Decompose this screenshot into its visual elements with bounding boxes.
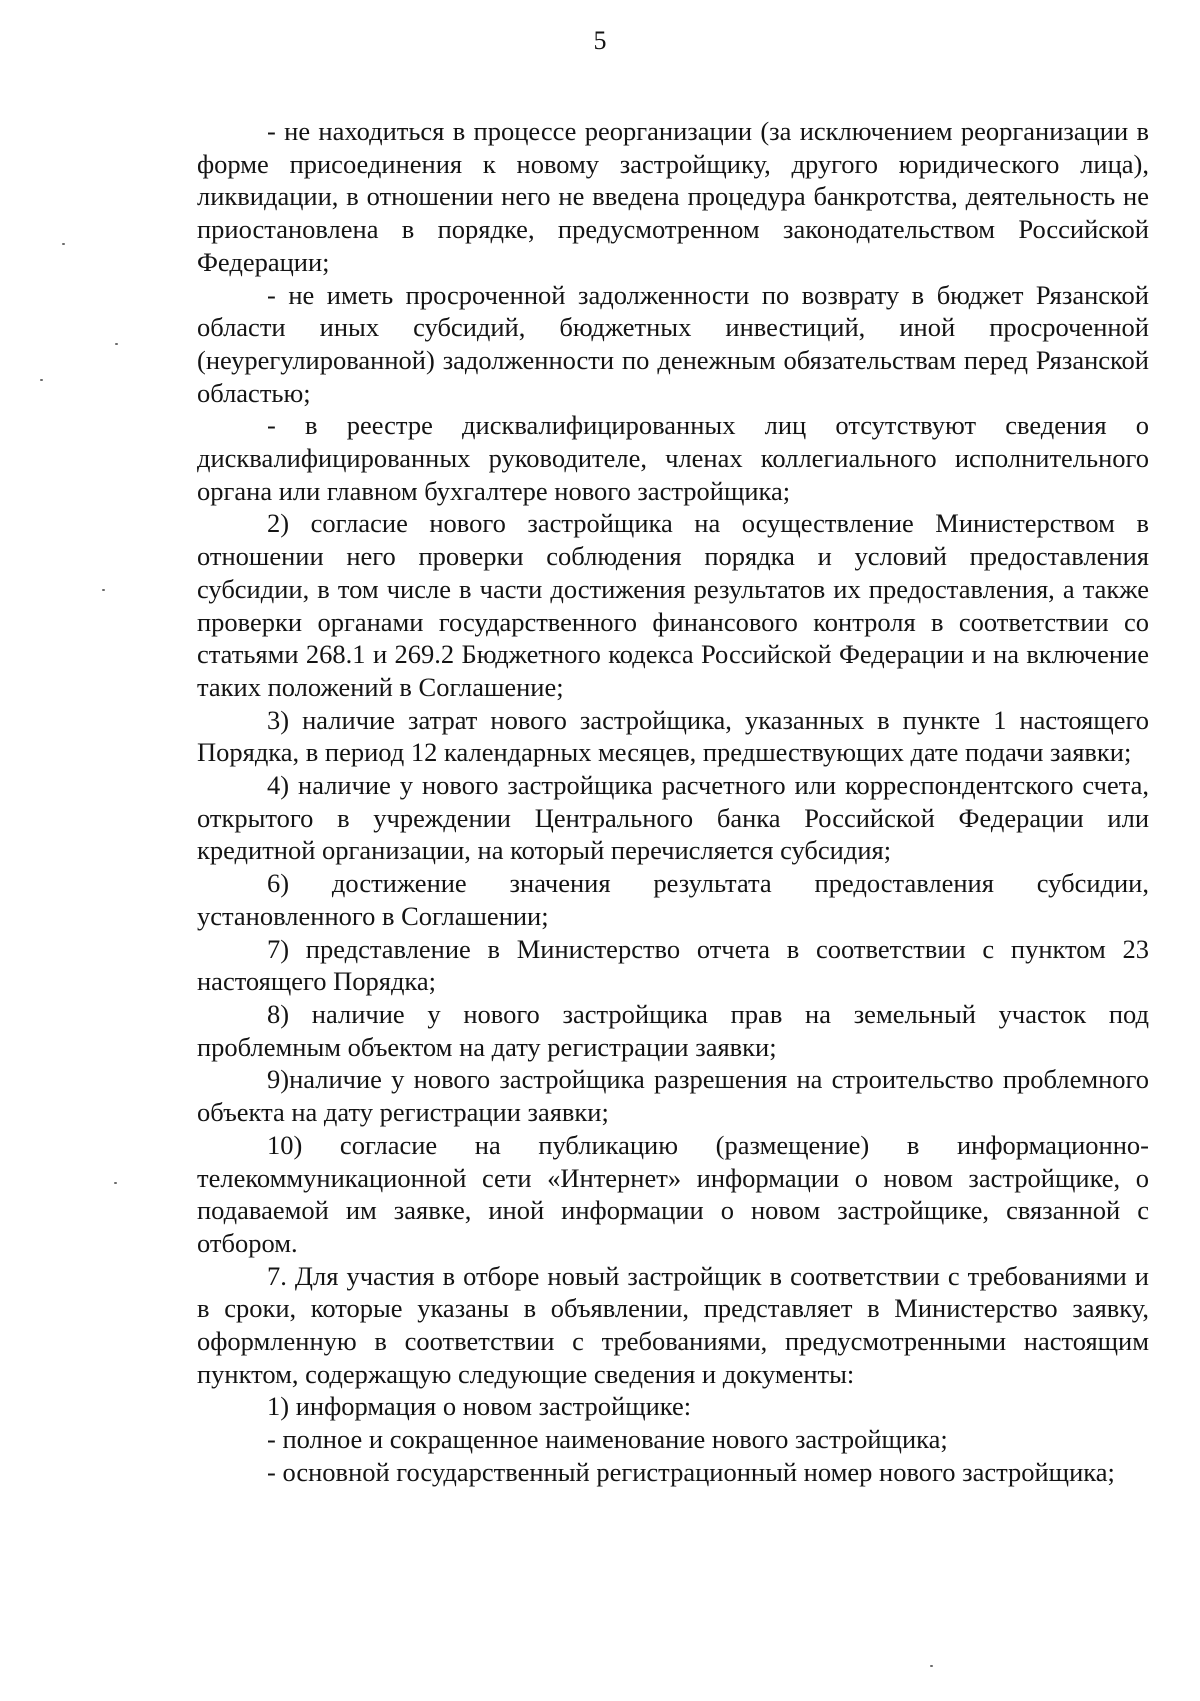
paragraph-item-8: 8) наличие у нового застройщика прав на земельный участок под проблемным объектом на дату регистрации заявки; [197,998,1149,1062]
scan-speck [114,1182,117,1184]
scan-speck [40,379,43,381]
paragraph-overdue-debt: - не иметь просроченной задолженности по возврату в бюджет Рязанской области иных субсидий, бюджетных инвестиций, иной просроченной (неурегулированной) задолженности по денежным обязательствам перед Рязанской областью; [197,279,1149,408]
page-number: 5 [593,26,607,55]
paragraph-item-6: 6) достижение значения результата предоставления субсидии, установленного в Соглашении; [197,868,1149,931]
scan-speck [62,243,65,245]
scan-speck [930,1665,933,1667]
paragraph-reorganization: - не находиться в процессе реорганизации (за исключением реорганизации в форме присоединения к новому застройщику, другого юридического лица), ликвидации, в отношении него не введена процедура банкротства, деятельность не приостановлена в порядке, предусмотренном законодательством Российской Федерации; [197,116,1149,277]
paragraph-section-7: 7. Для участия в отборе новый застройщик в соответствии с требованиями и в сроки, которые указаны в объявлении, представляет в Министерство заявку, оформленную в соответствии с требованиями, предусмотренными настоящим пунктом, содержащую следующие сведения и документы: [197,1260,1149,1389]
paragraph-section-7-item-1: 1) информация о новом застройщике: [267,1391,692,1422]
document-body [197,115,1149,1489]
paragraph-item-9: 9)наличие у нового застройщика разрешения на строительство проблемного объекта на дату регистрации заявки; [197,1064,1149,1128]
paragraph-item-7: 7) представление в Министерство отчета в соответствии с пунктом 23 настоящего Порядка; [197,933,1149,997]
paragraph-full-name: - полное и сокращенное наименование нового застройщика; [267,1424,948,1455]
paragraph-disqualified-registry: - в реестре дисквалифицированных лиц отсутствуют сведения о дисквалифицированных руководителе, членах коллегиального исполнительного органа или главном бухгалтере нового застройщика; [197,410,1149,506]
paragraph-ogrn: - основной государственный регистрационный номер нового застройщика; [267,1456,1115,1487]
scan-speck [102,589,105,591]
paragraph-item-10: 10) согласие на публикацию (размещение) в информационно-телекоммуникационной сети «Интернет» информации о новом застройщике, о подаваемой им заявке, иной информации о новом застройщике, связанной с отбором. [197,1129,1149,1258]
paragraph-item-3: 3) наличие затрат нового застройщика, указанных в пункте 1 настоящего Порядка, в период 12 календарных месяцев, предшествующих дате подачи заявки; [197,704,1149,768]
scan-speck [115,343,118,345]
paragraph-item-4: 4) наличие у нового застройщика расчетного или корреспондентского счета, открытого в учреждении Центрального банка Российской Федерации или кредитной организации, на который перечисляется субсидия; [197,770,1149,866]
paragraph-item-2: 2) согласие нового застройщика на осуществление Министерством в отношении него проверки соблюдения порядка и условий предоставления субсидии, в том числе в части достижения результатов их предоставления, а также проверки органами государственного финансового контроля в соответствии со статьями 268.1 и 269.2 Бюджетного кодекса Российской Федерации и на включение таких положений в Соглашение; [197,508,1149,702]
